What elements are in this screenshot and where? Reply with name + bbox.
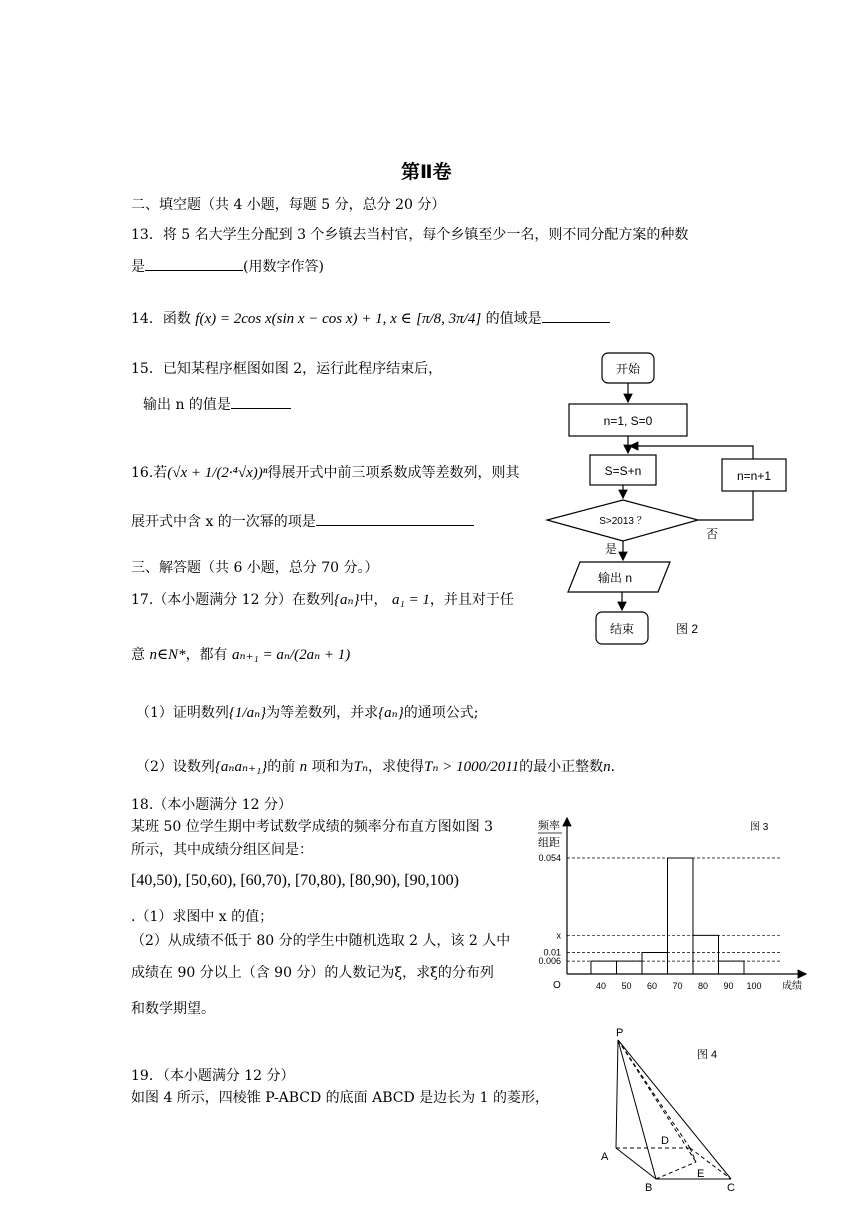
q17-p2-a: （2）设数列 bbox=[136, 759, 215, 775]
histogram-x-tick: 100 bbox=[746, 981, 762, 991]
histogram-ylabel-bottom: 组距 bbox=[538, 837, 560, 849]
q17-part2 bbox=[136, 760, 615, 775]
q17-seq: {aₙ} bbox=[333, 592, 360, 608]
histogram-bar bbox=[591, 961, 617, 974]
flow-init-box bbox=[569, 404, 687, 436]
q15-line1: 15．已知某程序框图如图 2，运行此程序结束后， bbox=[131, 361, 443, 377]
q16-line1 bbox=[131, 466, 520, 481]
histogram-ylabel-top: 频率 bbox=[538, 820, 560, 832]
flow-output-parallelogram bbox=[568, 562, 670, 592]
flow-increment-label: n=n+1 bbox=[736, 469, 772, 483]
histogram-x-tick: 70 bbox=[672, 981, 683, 991]
q17-p1-an: {aₙ} bbox=[378, 705, 404, 721]
histogram-y-tick: 0.01 bbox=[543, 947, 561, 958]
q17-line2 bbox=[131, 648, 350, 663]
segment-DE bbox=[690, 1148, 696, 1162]
q18-part1: .（1）求图中 x 的值； bbox=[131, 909, 274, 925]
q17-part1 bbox=[136, 706, 478, 721]
histogram-bar bbox=[668, 858, 694, 974]
q17-text-e: ，都有 bbox=[185, 647, 228, 663]
histogram-x-tick: 90 bbox=[723, 981, 734, 991]
label-E: E bbox=[697, 1168, 705, 1180]
flow-assign-box bbox=[590, 455, 656, 485]
histogram-x-tick: 60 bbox=[646, 981, 658, 991]
histogram-x-tick: 80 bbox=[697, 981, 709, 991]
histogram-xlabel: 成绩 bbox=[782, 981, 802, 992]
q13-line1: 13．将 5 名大学生分配到 3 个乡镇去当村官，每个乡镇至少一名，则不同分配方案的种数 bbox=[131, 227, 689, 243]
q16-text: 展开式中含 x 的一次幂的项是 bbox=[131, 514, 316, 530]
figure4-caption: 图 4 bbox=[697, 1049, 718, 1061]
histogram-bar bbox=[693, 935, 719, 974]
histogram-x-tick: 50 bbox=[621, 981, 632, 991]
label-C: C bbox=[727, 1182, 735, 1194]
histogram-x-tick: 40 bbox=[595, 981, 607, 991]
q17-text-a: 17.（本小题满分 12 分）在数列 bbox=[131, 592, 334, 608]
edge-PB bbox=[618, 1040, 656, 1179]
q14-answer-blank bbox=[542, 321, 610, 323]
q17-p1-a: （1）证明数列 bbox=[136, 705, 229, 721]
q15-line2 bbox=[143, 398, 291, 412]
q17-a1: a₁ = 1 bbox=[392, 592, 430, 608]
q13-line2 bbox=[131, 260, 324, 274]
section-heading: 第Ⅱ卷 bbox=[401, 161, 452, 183]
segment-BE bbox=[656, 1162, 696, 1179]
q17-p1-b: 为等差数列，并求 bbox=[266, 705, 379, 721]
q17-n-in-N: n∈N* bbox=[149, 647, 186, 663]
q19-line1: 如图 4 所示，四棱锥 P-ABCD 的底面 ABCD 是边长为 1 的菱形， bbox=[131, 1090, 549, 1106]
q17-line1 bbox=[131, 593, 514, 608]
histogram-y-tick: 0.006 bbox=[538, 956, 561, 967]
flow-init-label: n=1, S=0 bbox=[603, 414, 653, 428]
q17-recurrence: aₙ₊₁ = aₙ/(2aₙ + 1) bbox=[232, 647, 351, 663]
q18-line2: 所示，其中成绩分组区间是： bbox=[131, 842, 313, 858]
flow-assign-label: S=S+n bbox=[604, 464, 642, 478]
q18-intervals: [40,50), [50,60), [60,70), [70,80), [80,90), [90,100) bbox=[131, 872, 459, 889]
q17-p1-c: 的通项公式; bbox=[403, 705, 479, 721]
q17-p2-e: 的最小正整数 bbox=[519, 759, 604, 775]
label-A: A bbox=[601, 1151, 609, 1163]
q18-part4: 和数学期望。 bbox=[131, 1001, 215, 1017]
q14-prefix: 14．函数 bbox=[131, 311, 191, 327]
q17-p2-T: Tₙ bbox=[353, 759, 369, 775]
q16-answer-blank bbox=[316, 524, 474, 526]
histogram-y-tick: x bbox=[556, 930, 561, 941]
q17-p2-b: 的前 bbox=[267, 759, 296, 775]
label-P: P bbox=[616, 1027, 624, 1039]
q16-formula: (√x + 1/(2·⁴√x))ⁿ bbox=[167, 465, 268, 481]
q18-part2: （2）从成绩不低于 80 分的学生中随机选取 2 人，该 2 人中 bbox=[131, 933, 511, 949]
flow-start-label: 开始 bbox=[615, 362, 641, 376]
q17-p2-period: . bbox=[610, 759, 616, 775]
edge-PA bbox=[616, 1040, 618, 1148]
q14-line bbox=[131, 312, 610, 327]
q17-text-d: 意 bbox=[131, 647, 145, 663]
flow-start-box bbox=[602, 353, 654, 383]
q16-suffix: 得展开式中前三项系数成等差数列，则其 bbox=[267, 465, 520, 481]
q16-line2 bbox=[131, 515, 474, 529]
flow-yes-label: 是 bbox=[605, 542, 618, 556]
q15-text: 输出 n 的值是 bbox=[143, 397, 231, 413]
histogram-y-tick: 0.054 bbox=[538, 853, 561, 863]
q17-p2-n: n bbox=[299, 759, 308, 775]
histogram-bar bbox=[642, 953, 668, 974]
flow-end-label: 结束 bbox=[609, 622, 635, 636]
q19-head: 19．（本小题满分 12 分） bbox=[131, 1068, 295, 1084]
flow-caption: 图 2 bbox=[676, 622, 699, 636]
q17-text-b: 中， bbox=[359, 592, 388, 608]
q17-p2-ineq: Tₙ > 1000/2011 bbox=[424, 759, 520, 775]
histogram-bar bbox=[617, 961, 643, 974]
q13-suffix: (用数字作答) bbox=[243, 259, 324, 275]
histogram-caption: 图 3 bbox=[750, 822, 769, 833]
flow-output-label: 输出 n bbox=[597, 571, 633, 585]
histogram-bar bbox=[719, 961, 745, 974]
q17-p2-seq: {aₙaₙ₊₁} bbox=[214, 759, 268, 775]
q17-text-c: ，并且对于任 bbox=[429, 592, 514, 608]
flow-end-box bbox=[596, 612, 648, 644]
q17-p2-d: ，求使得 bbox=[368, 759, 425, 775]
histogram-origin: O bbox=[553, 980, 561, 991]
section-fill-in-title: 二、填空题（共 4 小题，每题 5 分，总分 20 分） bbox=[131, 197, 446, 213]
edge-DC bbox=[690, 1148, 731, 1179]
label-D: D bbox=[661, 1135, 669, 1147]
q14-interval: [π/8, 3π/4] bbox=[416, 311, 482, 327]
q17-p1-seq: {1/aₙ} bbox=[228, 705, 267, 721]
edge-AB bbox=[616, 1148, 656, 1179]
q18-line1: 某班 50 位学生期中考试数学成绩的频率分布直方图如图 3 bbox=[131, 819, 494, 835]
q14-formula: f(x) = 2cos x(sin x − cos x) + 1, x ∈ bbox=[195, 311, 412, 327]
q16-prefix: 16.若 bbox=[131, 465, 168, 481]
q18-head: 18.（本小题满分 12 分） bbox=[131, 797, 292, 813]
flow-condition-diamond bbox=[547, 500, 698, 541]
edge-PE bbox=[618, 1040, 696, 1162]
q17-p2-final-n: n bbox=[603, 759, 611, 775]
flow-increment-box bbox=[722, 459, 786, 491]
q14-suffix: 的值域是 bbox=[485, 311, 542, 327]
q13-answer-blank bbox=[145, 269, 243, 271]
edge-PD bbox=[618, 1040, 690, 1148]
label-B: B bbox=[645, 1182, 653, 1194]
q15-answer-blank bbox=[231, 407, 291, 409]
flow-condition-label: S>2013 ？ bbox=[599, 516, 647, 527]
q18-part3: 成绩在 90 分以上（含 90 分）的人数记为ξ，求ξ的分布列 bbox=[131, 965, 494, 981]
q17-p2-c: 项和为 bbox=[311, 759, 354, 775]
edge-PC bbox=[618, 1040, 731, 1179]
section-solve-title: 三、解答题（共 6 小题，总分 70 分。） bbox=[131, 560, 379, 576]
flow-no-label: 否 bbox=[706, 527, 719, 541]
q13-prefix: 是 bbox=[131, 259, 145, 275]
